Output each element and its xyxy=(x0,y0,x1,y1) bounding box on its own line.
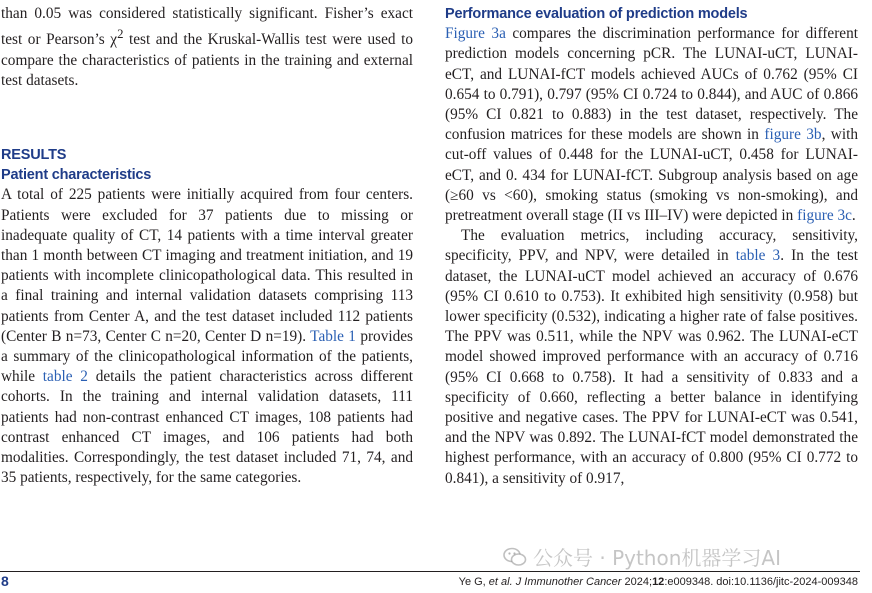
citation-doi: :e009348. doi:10.1136/jitc-2024-009348 xyxy=(664,576,858,588)
citation xyxy=(459,576,858,588)
table-2-link[interactable]: table 2 xyxy=(42,368,88,386)
patient-text-1: A total of 225 patients were initially acquired from four centers. Patients were excluded for 37 patients due to missing or inadequate quality of CT, 14 patients with a time interval greater than 1 month between CT imaging and treatment initiation, and 19 patients with incomplete clinicopathological data. This resulted in a final training and internal validation datasets comprising 113 patients from Center A, and the test dataset included 112 patients (Center B n=73, Center C n=20, Center D n=19). xyxy=(1,186,413,345)
performance-text-2: , with cut-off values of 0.448 for the LUNAI-uCT, 0.458 for LUNAI-eCT, and 0. 434 for LUNAI-fCT. Subgroup analysis based on age (≥60 vs <60), smoking status (smoking vs non-smoking), and pretreatment overall stage (II vs III–IV) were depicted in xyxy=(445,126,858,225)
watermark-text: 公众号 · Python机器学习AI xyxy=(533,546,781,570)
citation-authors: Ye G, xyxy=(458,576,489,588)
patient-paragraph xyxy=(1,185,413,488)
performance-text-1: compares the discrimination performance for different prediction models concerning pCR. The LUNAI-uCT, LUNAI-eCT, and LUNAI-fCT models achieved AUCs of 0.762 (95% CI 0.654 to 0.791), 0.797 (95% CI 0.724 to 0.844), and AUC of 0.866 (95% CI 0.821 to 0.883) in the test dataset, respectively. The confusion matrices for these models are shown in xyxy=(445,25,858,144)
results-heading: RESULTS xyxy=(1,146,67,163)
performance-heading: Performance evaluation of prediction models xyxy=(445,6,748,22)
table-1-link[interactable]: Table 1 xyxy=(310,327,356,345)
chi-superscript: 2 xyxy=(117,27,124,42)
table-3-link[interactable]: table 3 xyxy=(735,247,781,265)
figure-3a-link[interactable]: Figure 3a xyxy=(445,25,506,43)
intro-text-2: test and the Kruskal-Wallis test were used to compare the characteristics of patients in the training and external test datasets. xyxy=(1,31,413,89)
intro-paragraph xyxy=(1,4,413,91)
metrics-text-1: The evaluation metrics, including accuracy, sensitivity, specificity, PPV, and NPV, were detailed in xyxy=(445,227,858,265)
footer-rule xyxy=(0,571,860,572)
performance-paragraph xyxy=(445,24,858,226)
patient-text-2: provides a summary of the clinicopathological information of the patients, while xyxy=(1,327,413,386)
citation-year: 2024; xyxy=(621,576,653,588)
left-column xyxy=(1,4,413,488)
right-column xyxy=(445,4,858,489)
intro-text-1: than 0.05 was considered statistically significant. Fisher’s exact test or Pearson’s χ xyxy=(1,5,413,49)
page-number: 8 xyxy=(1,573,9,589)
figure-3b-link[interactable]: figure 3b xyxy=(764,126,822,144)
metrics-text-2: . In the test dataset, the LUNAI-uCT model achieved an accuracy of 0.676 (95% CI 0.610 to 0.753). It exhibited high sensitivity (0.958) but lower specificity (0.532), indicating a higher rate of false positives. The PPV was 0.511, while the NPV was 0.962. The LUNAI-eCT model showed improved performance with an accuracy of 0.716 (95% CI 0.668 to 0.758). It had a sensitivity of 0.833 and a specificity of 0.660, reflecting a better balance in identifying positive and negative cases. The PPV for LUNAI-eCT was 0.541, and the NPV was 0.892. The LUNAI-fCT model demonstrated the highest performance, with an accuracy of 0.800 (95% CI 0.772 to 0.841), a sensitivity of 0.917, xyxy=(445,247,858,487)
watermark xyxy=(503,542,781,571)
citation-volume: 12 xyxy=(652,576,665,588)
wechat-icon xyxy=(503,547,527,567)
performance-text-3: . xyxy=(851,207,856,225)
patient-characteristics-heading: Patient characteristics xyxy=(1,167,152,184)
citation-journal: et al. J Immunother Cancer xyxy=(488,576,622,588)
figure-3c-link[interactable]: figure 3c xyxy=(797,207,852,225)
metrics-paragraph xyxy=(445,226,858,489)
patient-text-3: details the patient characteristics across different cohorts. In the training and internal validation datasets, 111 patients had non-contrast enhanced CT images, 108 patients had contrast enhanced CT images, and 106 patients had both modalities. Correspondingly, the test dataset included 71, 74, and 35 patients, respectively, for the same categories. xyxy=(1,368,414,487)
